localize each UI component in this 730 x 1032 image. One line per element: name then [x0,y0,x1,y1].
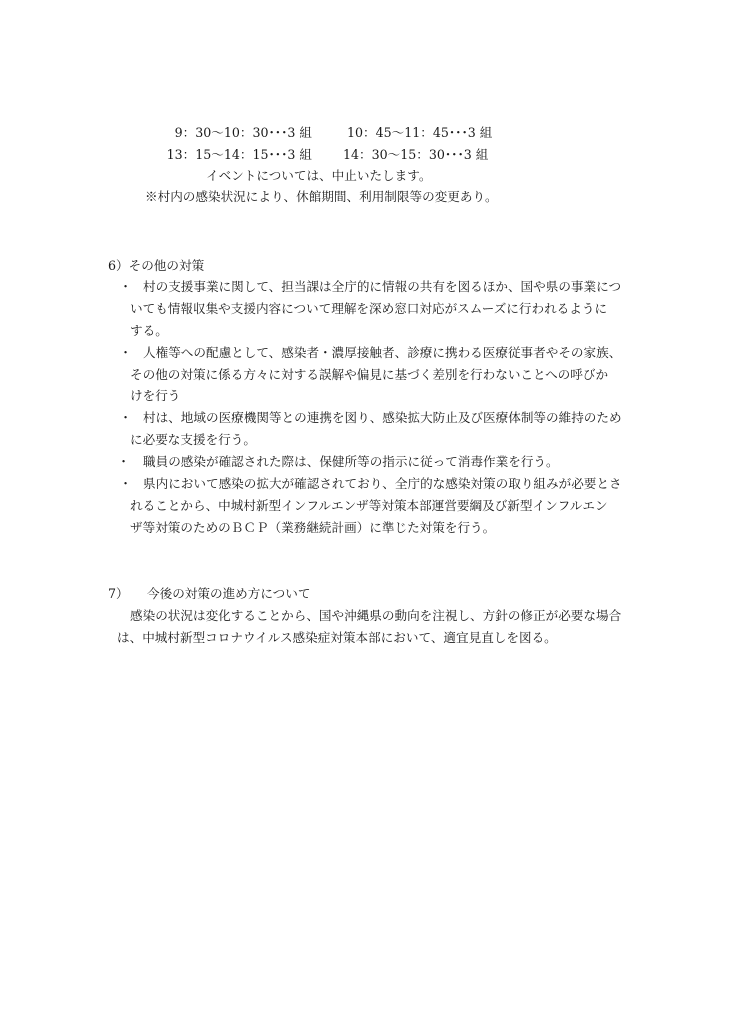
closure-note: ※村内の感染状況により、休館期間、利用制限等の変更あり。 [145,189,498,204]
section-6-item-3-line-1: 村は、地域の医療機関等との連携を図り、感染拡大防止及び医療体制等の維持のため [143,410,622,425]
section-6-heading: 6）その他の対策 [108,258,205,273]
bullet-icon: ・ [119,345,132,360]
section-7-body-line-1: 感染の状況は変化することから、国や沖縄県の動向を注視し、方針の修正が必要な場合 [130,608,622,623]
section-7-body-line-2: は、中城村新型コロナウイルス感染症対策本部において、適宜見直しを図る。 [117,630,557,645]
section-6-item-1-line-3: する。 [130,323,168,338]
bullet-icon: ・ [119,476,132,491]
section-6-item-1-line-1: 村の支援事業に関して、担当課は全庁的に情報の共有を図るほか、国や県の事業につ [143,279,622,294]
event-cancel-note: イベントについては、中止いたします。 [206,168,432,183]
section-7-heading: 今後の対策の進め方について [147,586,311,601]
schedule-row-1-right: 10：45〜11：45･･･3 組 [347,125,493,140]
schedule-row-1-left: 9：30〜10：30･･･3 組 [174,125,312,140]
section-6-item-5-line-1: 県内において感染の拡大が確認されており、全庁的な感染対策の取り組みが必要とさ [143,476,622,491]
schedule-row-2-right: 14：30〜15：30･･･3 組 [343,147,489,162]
bullet-icon: ・ [119,279,132,294]
bullet-icon: ・ [117,454,130,469]
section-6-item-2-line-2: その他の対策に係る方々に対する誤解や偏見に基づく差別を行わないことへの呼びか [130,367,609,382]
section-6-item-4-line-1: 職員の感染が確認された際は、保健所等の指示に従って消毒作業を行う。 [143,454,559,469]
section-7-number: 7） [108,586,129,601]
bullet-icon: ・ [119,410,132,425]
section-6-item-2-line-3: けを行う [130,388,181,403]
section-6-item-3-line-2: に必要な支援を行う。 [130,432,256,447]
section-6-item-1-line-2: いても情報収集や支援内容について理解を深め窓口対応がスムーズに行われるように [130,301,608,316]
schedule-row-2-left: 13：15〜14：15･･･3 組 [166,147,312,162]
section-6-item-2-line-1: 人権等への配慮として、感染者・濃厚接触者、診療に携わる医療従事者やその家族、 [143,345,622,360]
section-6-item-5-line-3: ザ等対策のためのＢＣＰ（業務継続計画）に準じた対策を行う。 [130,520,496,535]
section-6-item-5-line-2: れることから、中城村新型インフルエンザ等対策本部運営要綱及び新型インフルエン [130,498,608,513]
